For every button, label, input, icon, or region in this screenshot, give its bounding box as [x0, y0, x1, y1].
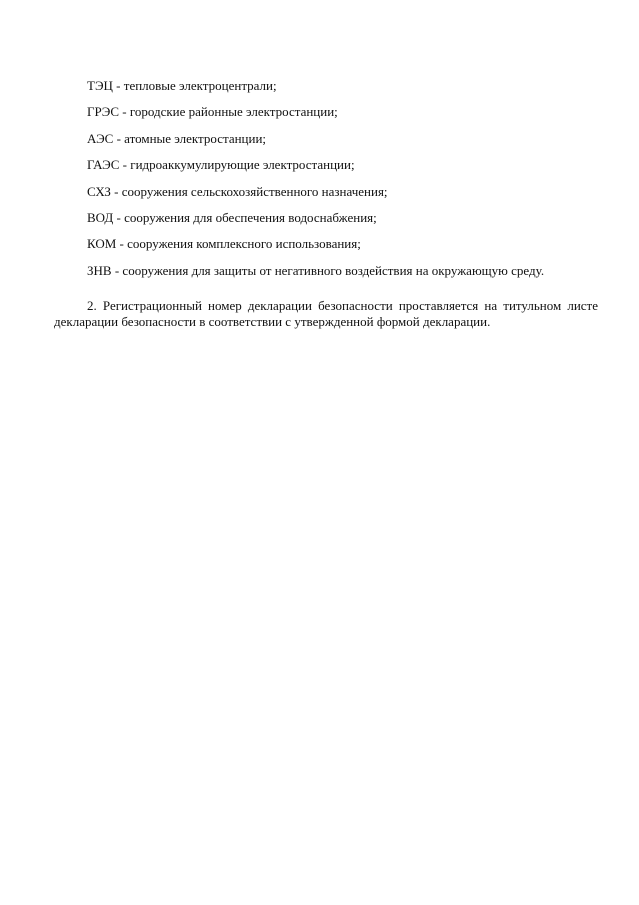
abbreviation-definition: гидроаккумулирующие электростанции;: [130, 157, 355, 173]
abbreviation-term: АЭС: [87, 130, 114, 146]
registration-number-paragraph: 2. Регистрационный номер декларации безопасности проставляется на титульном листе декларации безопасности в соответствии с утвержденной формой декларации.: [54, 298, 598, 329]
abbreviation-definition: атомные электростанции;: [124, 130, 267, 146]
abbreviation-definition: сооружения для защиты от негативного воздействия на окружающую среду.: [122, 262, 545, 278]
abbreviation-separator: -: [113, 130, 125, 146]
abbreviation-definition: сооружения для обеспечения водоснабжения;: [124, 209, 377, 225]
abbreviation-separator: -: [110, 183, 122, 199]
abbreviation-item-aes: [87, 131, 587, 157]
abbreviation-separator: -: [113, 209, 125, 225]
abbreviation-definition: сооружения сельскохозяйственного назначения;: [121, 183, 388, 199]
abbreviation-item-shz: [87, 184, 587, 210]
abbreviation-term: КОМ: [87, 236, 117, 252]
abbreviation-item-tec: [87, 78, 587, 104]
abbreviation-term: ГРЭС: [87, 104, 119, 120]
abbreviation-item-gres: [87, 104, 587, 130]
abbreviation-separator: -: [112, 78, 124, 93]
abbreviation-term: ГАЭС: [87, 157, 120, 173]
abbreviation-term: ЗНВ: [87, 262, 112, 278]
abbreviation-item-gaes: [87, 157, 587, 183]
abbreviation-item-vod: [87, 210, 587, 236]
abbreviation-list: [87, 78, 587, 289]
abbreviation-term: СХЗ: [87, 183, 111, 199]
abbreviation-item-kom: [87, 236, 587, 262]
abbreviation-item-znv: [87, 263, 587, 289]
abbreviation-separator: -: [119, 104, 130, 120]
abbreviation-definition: сооружения комплексного использования;: [127, 236, 361, 252]
abbreviation-term: ТЭЦ: [87, 78, 113, 93]
abbreviation-separator: -: [111, 262, 123, 278]
abbreviation-separator: -: [116, 236, 128, 252]
abbreviation-separator: -: [119, 157, 131, 173]
abbreviation-term: ВОД: [87, 209, 114, 225]
abbreviation-definition: тепловые электроцентрали;: [123, 78, 277, 93]
abbreviation-definition: городские районные электростанции;: [129, 104, 338, 120]
